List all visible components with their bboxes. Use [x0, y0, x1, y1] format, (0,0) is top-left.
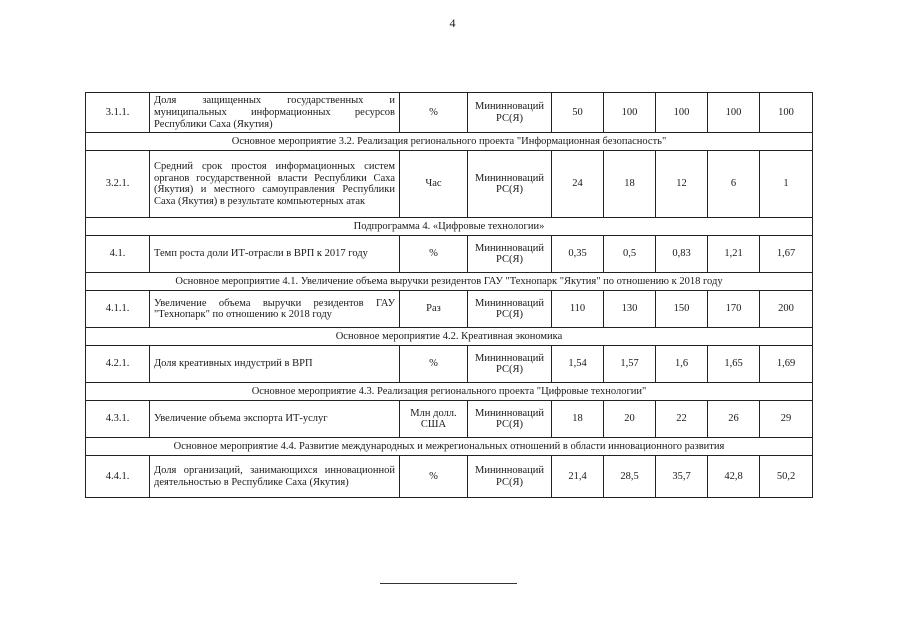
indicator-value: 1,21	[708, 236, 760, 273]
indicator-unit: Час	[400, 151, 468, 218]
section-title: Основное мероприятие 4.1. Увеличение объема выручки резидентов ГАУ "Технопарк "Якутия" по отношению к 2018 году	[86, 273, 813, 291]
responsible-body: Мининноваций РС(Я)	[468, 291, 552, 328]
section-row	[86, 438, 813, 456]
indicator-value: 1	[760, 151, 813, 218]
indicator-row	[86, 151, 813, 218]
indicator-unit: Млн долл. США	[400, 401, 468, 438]
indicator-description: Доля защищенных государственных и муниципальных информационных ресурсов Республики Саха (Якутия)	[150, 93, 400, 133]
responsible-body: Мининноваций РС(Я)	[468, 346, 552, 383]
indicator-value: 28,5	[604, 456, 656, 498]
indicator-description: Темп роста доли ИТ-отрасли в ВРП к 2017 году	[150, 236, 400, 273]
indicator-row	[86, 291, 813, 328]
indicator-unit: %	[400, 236, 468, 273]
indicator-value: 20	[604, 401, 656, 438]
responsible-body: Мининноваций РС(Я)	[468, 236, 552, 273]
indicator-value: 21,4	[552, 456, 604, 498]
indicator-value: 110	[552, 291, 604, 328]
indicator-value: 100	[760, 93, 813, 133]
indicator-value: 24	[552, 151, 604, 218]
indicator-number: 4.2.1.	[86, 346, 150, 383]
section-title: Основное мероприятие 3.2. Реализация регионального проекта "Информационная безопасность"	[86, 133, 813, 151]
indicator-value: 50	[552, 93, 604, 133]
indicator-description: Увеличение объема экспорта ИТ-услуг	[150, 401, 400, 438]
responsible-body: Мининноваций РС(Я)	[468, 456, 552, 498]
responsible-body: Мининноваций РС(Я)	[468, 93, 552, 133]
indicator-unit: %	[400, 93, 468, 133]
indicator-value: 0,83	[656, 236, 708, 273]
indicator-value: 12	[656, 151, 708, 218]
indicator-value: 0,5	[604, 236, 656, 273]
indicator-row	[86, 456, 813, 498]
indicator-unit: Раз	[400, 291, 468, 328]
section-title: Основное мероприятие 4.2. Креативная экономика	[86, 328, 813, 346]
section-title: Основное мероприятие 4.4. Развитие международных и межрегиональных отношений в области инновационного развития	[86, 438, 813, 456]
indicator-value: 29	[760, 401, 813, 438]
indicator-value: 35,7	[656, 456, 708, 498]
indicator-value: 1,67	[760, 236, 813, 273]
section-row	[86, 218, 813, 236]
section-title: Основное мероприятие 4.3. Реализация регионального проекта "Цифровые технологии"	[86, 383, 813, 401]
indicator-number: 4.3.1.	[86, 401, 150, 438]
indicator-description: Средний срок простоя информационных систем органов государственной власти Республики Саха (Якутия) и местного самоуправления Республики Саха (Якутия) в результате компьютерных атак	[150, 151, 400, 218]
indicator-unit: %	[400, 456, 468, 498]
section-row	[86, 133, 813, 151]
indicator-row	[86, 236, 813, 273]
indicator-description: Доля креативных индустрий в ВРП	[150, 346, 400, 383]
table-body	[86, 93, 813, 498]
indicator-number: 3.1.1.	[86, 93, 150, 133]
indicator-value: 100	[708, 93, 760, 133]
indicator-number: 4.1.1.	[86, 291, 150, 328]
footer-rule	[380, 583, 517, 584]
indicator-value: 170	[708, 291, 760, 328]
indicator-value: 18	[604, 151, 656, 218]
indicator-value: 1,69	[760, 346, 813, 383]
indicator-value: 42,8	[708, 456, 760, 498]
indicator-number: 4.4.1.	[86, 456, 150, 498]
indicator-value: 26	[708, 401, 760, 438]
section-row	[86, 328, 813, 346]
section-title: Подпрограмма 4. «Цифровые технологии»	[86, 218, 813, 236]
indicator-value: 22	[656, 401, 708, 438]
indicator-row	[86, 93, 813, 133]
indicator-description: Увеличение объема выручки резидентов ГАУ "Технопарк" по отношению к 2018 году	[150, 291, 400, 328]
indicator-value: 0,35	[552, 236, 604, 273]
indicator-value: 1,54	[552, 346, 604, 383]
indicator-unit: %	[400, 346, 468, 383]
indicator-value: 130	[604, 291, 656, 328]
responsible-body: Мининноваций РС(Я)	[468, 151, 552, 218]
indicator-value: 50,2	[760, 456, 813, 498]
indicator-value: 100	[656, 93, 708, 133]
responsible-body: Мининноваций РС(Я)	[468, 401, 552, 438]
indicators-table	[85, 92, 813, 498]
section-row	[86, 273, 813, 291]
indicator-value: 6	[708, 151, 760, 218]
indicator-row	[86, 401, 813, 438]
section-row	[86, 383, 813, 401]
indicator-value: 150	[656, 291, 708, 328]
indicator-number: 3.2.1.	[86, 151, 150, 218]
indicator-value: 100	[604, 93, 656, 133]
indicator-value: 1,65	[708, 346, 760, 383]
indicator-value: 18	[552, 401, 604, 438]
indicator-value: 200	[760, 291, 813, 328]
indicator-value: 1,57	[604, 346, 656, 383]
indicator-row	[86, 346, 813, 383]
indicator-number: 4.1.	[86, 236, 150, 273]
indicator-description: Доля организаций, занимающихся инновационной деятельностью в Республике Саха (Якутия)	[150, 456, 400, 498]
page-number: 4	[449, 16, 456, 30]
indicator-value: 1,6	[656, 346, 708, 383]
